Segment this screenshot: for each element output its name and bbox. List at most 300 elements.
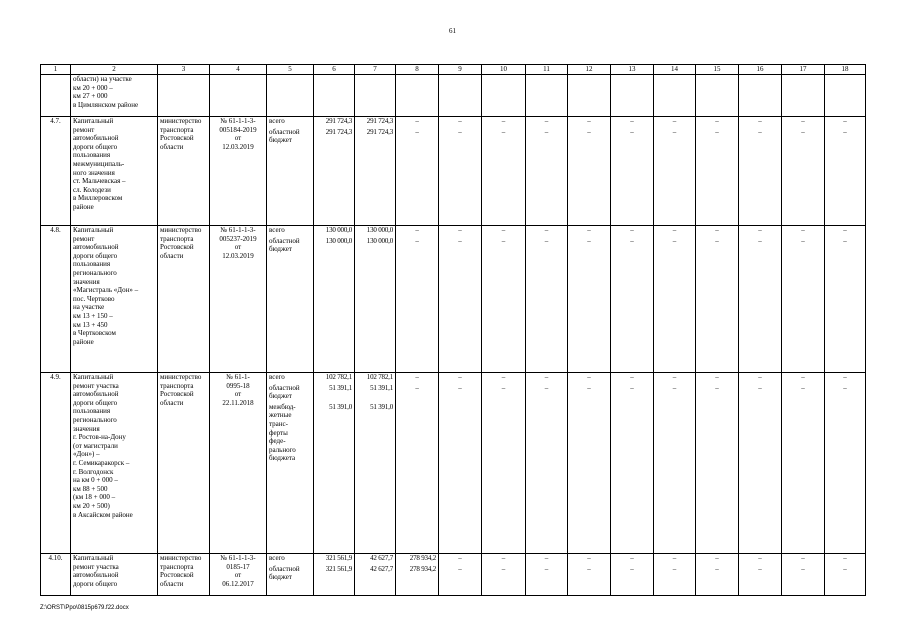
empty-cell	[611, 75, 654, 117]
row-number: 4.7.	[41, 117, 71, 226]
column-number-row	[41, 65, 866, 75]
dash-mark: –	[630, 564, 634, 573]
object-name-line: Капитальный	[73, 373, 114, 381]
amount-year-cell	[825, 226, 866, 373]
expertise-doc-line: № 61-1-1-3-	[220, 554, 256, 562]
dash-mark: –	[501, 383, 506, 392]
object-name-line: дороги общего	[73, 579, 118, 588]
amount-year-cell	[482, 226, 526, 373]
object-name-line: регионального	[73, 268, 117, 277]
dash-mark: –	[544, 554, 549, 562]
amount-year-cell	[482, 373, 526, 554]
amount-year-cell	[654, 117, 696, 226]
funding-source-cell	[267, 373, 314, 554]
funding-source-line: бюджет	[269, 136, 292, 145]
dash-mark: –	[801, 373, 805, 381]
funding-source-line: бюджета	[269, 454, 296, 463]
expertise-doc-cell	[210, 554, 267, 596]
expertise-doc-line: № 61-1-1-3-	[220, 117, 256, 125]
amount-year-cell	[611, 373, 654, 554]
amount-year-cell	[782, 554, 825, 596]
customer-cell	[158, 226, 210, 373]
dash-mark: –	[672, 383, 677, 392]
page-number: 61	[449, 27, 456, 35]
column-number-cell: 5	[267, 65, 314, 75]
column-number-cell: 1	[41, 65, 71, 75]
dash-mark: –	[801, 226, 805, 234]
dash-mark: –	[458, 554, 462, 562]
dash-mark: –	[501, 554, 506, 562]
dash-mark: –	[715, 236, 719, 245]
dash-mark: –	[544, 226, 549, 234]
dash-mark: –	[458, 236, 462, 245]
amount-value: 321 561,9	[325, 554, 352, 562]
dash-mark: –	[458, 373, 462, 381]
column-number-cell: 2	[71, 65, 158, 75]
amount-year-2-cell	[396, 226, 439, 373]
object-name-line: областн) на участке	[73, 75, 132, 83]
amount-year-cell	[739, 226, 782, 373]
dash-mark: –	[843, 236, 847, 245]
amount-value: 130 000,0	[366, 226, 393, 234]
amount-year-cell	[739, 373, 782, 554]
object-name-line: автомобильной	[73, 134, 119, 143]
object-name-line: дороги общего	[73, 251, 118, 260]
dash-mark: –	[758, 117, 762, 125]
object-name-line: Капитальный	[73, 554, 114, 562]
dash-mark: –	[801, 236, 805, 245]
amount-year-cell	[739, 554, 782, 596]
amount-year-cell	[439, 554, 482, 596]
object-name-line: значения	[73, 277, 100, 286]
total-amount-cell	[314, 554, 355, 596]
object-name-line: в Миллеровском	[73, 194, 123, 203]
amount-value: –	[415, 236, 419, 245]
dash-mark: –	[501, 236, 506, 245]
amount-year-cell	[526, 554, 568, 596]
amount-year-cell	[611, 554, 654, 596]
amount-value: 291 724,3	[366, 117, 393, 125]
amount-year-cell	[526, 373, 568, 554]
amount-year-cell	[439, 373, 482, 554]
object-name-line: ного значения	[73, 168, 115, 177]
customer-cell	[158, 117, 210, 226]
amount-value: 278 934,2	[409, 554, 436, 562]
dash-mark: –	[715, 373, 719, 381]
amount-year-cell	[568, 554, 611, 596]
customer-line: транспорта	[160, 381, 194, 390]
amount-value: 291 724,3	[325, 117, 352, 125]
object-name-line: пользования	[73, 151, 111, 160]
amount-year-cell	[739, 117, 782, 226]
dash-mark: –	[715, 117, 719, 125]
funding-source-line: ферты	[269, 428, 288, 437]
funding-source-cell	[267, 226, 314, 373]
dash-mark: –	[672, 127, 677, 136]
object-name-line: км 20 + 500)	[73, 501, 110, 510]
dash-mark: –	[672, 226, 677, 234]
empty-cell	[526, 75, 568, 117]
empty-cell	[396, 75, 439, 117]
expertise-doc-line: 0185-17	[226, 562, 250, 571]
object-name-line: на участке	[73, 303, 105, 312]
column-number-cell: 12	[568, 65, 611, 75]
object-name-line: ремонт	[73, 234, 95, 243]
dash-mark: –	[672, 564, 677, 573]
dash-mark: –	[843, 373, 847, 381]
column-number-cell: 4	[210, 65, 267, 75]
amount-year-cell	[611, 117, 654, 226]
dash-mark: –	[458, 564, 462, 573]
total-amount-cell	[314, 226, 355, 373]
object-name-line: регионального	[73, 415, 117, 424]
amount-value: –	[415, 127, 419, 136]
amount-value: 102 782,1	[325, 373, 352, 381]
dash-mark: –	[501, 117, 506, 125]
dash-mark: –	[458, 383, 462, 392]
amount-value: 51 391,0	[329, 402, 352, 411]
object-name-line: межмуниципаль-	[73, 159, 125, 168]
amount-year-cell	[482, 554, 526, 596]
dash-mark: –	[672, 117, 677, 125]
dash-mark: –	[501, 564, 506, 573]
expertise-doc-line: 12.03.2019	[222, 251, 254, 260]
customer-line: Ростовской	[160, 134, 194, 143]
amount-year-2-cell	[396, 373, 439, 554]
column-number-cell: 11	[526, 65, 568, 75]
dash-mark: –	[587, 127, 591, 136]
column-number-cell: 3	[158, 65, 210, 75]
customer-line: транспорта	[160, 125, 194, 134]
object-name-line: км 13 + 150 –	[73, 311, 113, 320]
object-name-cell	[71, 554, 158, 596]
object-name-line: дороги общего	[73, 142, 118, 151]
customer-line: министерство	[160, 117, 202, 125]
amount-year-cell	[696, 554, 739, 596]
dash-mark: –	[715, 554, 719, 562]
dash-mark: –	[501, 127, 506, 136]
funding-source-cell	[267, 117, 314, 226]
dash-mark: –	[501, 373, 506, 381]
expertise-doc-line: № 61-1-1-3-	[220, 226, 256, 234]
dash-mark: –	[501, 226, 506, 234]
column-number-cell: 18	[825, 65, 866, 75]
dash-mark	[827, 403, 863, 412]
object-name-line: «Дон») –	[73, 450, 100, 459]
dash-mark: –	[801, 127, 805, 136]
empty-cell	[41, 75, 71, 117]
customer-line: области	[160, 579, 184, 588]
amount-year-2-cell	[396, 554, 439, 596]
customer-line: транспорта	[160, 234, 194, 243]
dash-mark: –	[544, 117, 549, 125]
funding-source-line: бюджет	[269, 392, 292, 401]
amount-year-1-cell	[355, 226, 396, 373]
object-name-line: (от магистрали	[73, 441, 118, 450]
empty-cell	[654, 75, 696, 117]
customer-cell	[158, 554, 210, 596]
dash-mark: –	[672, 236, 677, 245]
amount-year-1-cell	[355, 373, 396, 554]
amount-year-cell	[825, 554, 866, 596]
amount-year-1-cell	[355, 554, 396, 596]
dash-mark: –	[843, 383, 847, 392]
column-number-cell: 10	[482, 65, 526, 75]
dash-mark: –	[630, 117, 634, 125]
dash-mark: –	[801, 117, 805, 125]
column-number-cell: 7	[355, 65, 396, 75]
funding-source-line: областной	[269, 383, 300, 392]
dash-mark: –	[458, 127, 462, 136]
program-table	[40, 64, 866, 596]
amount-year-cell	[654, 373, 696, 554]
dash-mark: –	[801, 383, 805, 392]
empty-cell	[696, 75, 739, 117]
customer-line: Ростовской	[160, 571, 194, 580]
amount-year-cell	[696, 117, 739, 226]
amount-value: 291 724,3	[325, 127, 352, 136]
amount-value: 278 934,2	[409, 564, 436, 573]
amount-value: 321 561,9	[325, 564, 352, 573]
amount-value: 130 000,0	[325, 226, 352, 234]
customer-line: министерство	[160, 554, 202, 562]
dash-mark	[441, 403, 479, 412]
object-name-line: автомобильной	[73, 571, 119, 580]
dash-mark: –	[458, 226, 462, 234]
table-row	[41, 117, 866, 226]
table-row	[41, 554, 866, 596]
object-name-line: значения	[73, 424, 100, 433]
row-number: 4.10.	[41, 554, 71, 596]
object-name-line: г. Волгодонск	[73, 467, 114, 476]
amount-value: 102 782,1	[366, 373, 393, 381]
dash-mark: –	[715, 383, 719, 392]
dash-mark: –	[758, 236, 762, 245]
amount-year-cell	[654, 554, 696, 596]
amount-year-cell	[568, 226, 611, 373]
object-name-line: автомобильной	[73, 390, 119, 399]
dash-mark: –	[544, 383, 549, 392]
amount-value: 51 391,0	[370, 402, 393, 411]
amount-year-cell	[482, 117, 526, 226]
dash-mark: –	[672, 373, 677, 381]
object-name-line: пользования	[73, 260, 111, 269]
funding-source-line: бюджет	[269, 573, 292, 582]
dash-mark: –	[587, 564, 591, 573]
empty-cell	[739, 75, 782, 117]
amount-year-cell	[439, 117, 482, 226]
amount-year-cell	[439, 226, 482, 373]
amount-value: –	[415, 226, 419, 234]
amount-year-cell	[696, 373, 739, 554]
dash-mark: –	[801, 564, 805, 573]
object-name-line: районе	[73, 337, 94, 346]
funding-source-line: межбюд-	[269, 402, 296, 411]
funding-source-line: феде-	[269, 437, 286, 446]
funding-source-line: жетные	[269, 411, 292, 420]
amount-year-cell	[782, 226, 825, 373]
dash-mark: –	[544, 127, 549, 136]
expertise-doc-line: от	[234, 134, 242, 143]
amount-value: 130 000,0	[366, 236, 393, 245]
object-name-line: (км 18 + 000 –	[73, 493, 116, 502]
amount-value: 51 391,1	[329, 383, 352, 392]
object-name-cell	[71, 117, 158, 226]
funding-source-line: всего	[269, 226, 285, 234]
expertise-doc-line: 22.11.2018	[222, 398, 254, 407]
amount-value: 130 000,0	[325, 236, 352, 245]
expertise-doc-line: 005237-2019	[219, 234, 257, 243]
funding-source-cell	[267, 554, 314, 596]
dash-mark	[484, 403, 523, 412]
dash-mark: –	[715, 564, 719, 573]
amount-year-cell	[568, 117, 611, 226]
funding-source-line: областной	[269, 236, 300, 245]
object-name-line: ремонт участка	[73, 562, 119, 571]
amount-year-1-cell	[355, 117, 396, 226]
empty-cell	[482, 75, 526, 117]
row-number: 4.9.	[41, 373, 71, 554]
dash-mark: –	[544, 236, 549, 245]
customer-line: Ростовской	[160, 390, 194, 399]
empty-cell	[568, 75, 611, 117]
total-amount-cell	[314, 373, 355, 554]
dash-mark: –	[758, 554, 762, 562]
amount-year-cell	[611, 226, 654, 373]
dash-mark: –	[630, 236, 634, 245]
amount-year-cell	[568, 373, 611, 554]
dash-mark: –	[587, 373, 591, 381]
object-name-line: км 20 + 000 –	[73, 83, 113, 92]
object-name-line: ст. Мальчевская –	[73, 177, 126, 186]
funding-source-line: всего	[269, 373, 285, 381]
file-path-footer: Z:\ORST\Ppo\0815p679.f22.docx	[40, 605, 129, 611]
dash-mark: –	[758, 127, 762, 136]
dash-mark: –	[587, 226, 591, 234]
dash-mark: –	[587, 236, 591, 245]
object-name-line: ремонт участка	[73, 381, 119, 390]
customer-line: Ростовской	[160, 243, 194, 252]
dash-mark	[528, 403, 565, 412]
object-name-line: ремонт	[73, 125, 95, 134]
object-name-cell	[71, 226, 158, 373]
column-number-cell: 14	[654, 65, 696, 75]
object-name-line: районе	[73, 202, 94, 211]
object-name-line: г. Семикаракорск –	[73, 458, 130, 467]
amount-value: –	[415, 373, 419, 381]
funding-source-line: рального	[269, 445, 296, 454]
amount-value: 51 391,1	[370, 383, 393, 392]
empty-cell	[314, 75, 355, 117]
dash-mark: –	[715, 226, 719, 234]
amount-year-cell	[782, 373, 825, 554]
empty-cell	[439, 75, 482, 117]
object-name-line: дороги общего	[73, 398, 118, 407]
object-name-line: в Цимлянском районе	[73, 100, 139, 109]
dash-mark: –	[630, 127, 634, 136]
customer-line: области	[160, 251, 184, 260]
object-name-line: на км 0 + 000 –	[73, 476, 118, 485]
funding-source-line: всего	[269, 554, 285, 562]
dash-mark: –	[630, 226, 634, 234]
customer-line: области	[160, 142, 184, 151]
customer-line: транспорта	[160, 562, 194, 571]
dash-mark	[613, 403, 651, 412]
object-name-line: км 13 + 450	[73, 320, 108, 329]
amount-year-cell	[696, 226, 739, 373]
customer-line: области	[160, 398, 184, 407]
expertise-doc-line: 005184-2019	[219, 125, 257, 134]
dash-mark: –	[587, 383, 591, 392]
object-name-line: Капитальный	[73, 226, 114, 234]
object-name-line: пос. Чертково	[73, 294, 115, 303]
dash-mark	[698, 403, 736, 412]
expertise-doc-line: от	[234, 243, 242, 252]
empty-cell	[158, 75, 210, 117]
amount-value: 291 724,3	[366, 127, 393, 136]
column-number-cell: 9	[439, 65, 482, 75]
dash-mark	[570, 403, 608, 412]
expertise-doc-line: 12.03.2019	[222, 142, 254, 151]
object-name-cell	[71, 75, 158, 117]
continuation-row	[41, 75, 866, 117]
customer-line: министерство	[160, 373, 202, 381]
dash-mark: –	[587, 554, 591, 562]
empty-cell	[825, 75, 866, 117]
expertise-doc-cell	[210, 117, 267, 226]
dash-mark: –	[843, 564, 847, 573]
table-row	[41, 373, 866, 554]
dash-mark: –	[758, 383, 762, 392]
dash-mark: –	[544, 373, 549, 381]
object-name-line: в Аксайском районе	[73, 510, 133, 519]
total-amount-cell	[314, 117, 355, 226]
dash-mark: –	[672, 554, 677, 562]
dash-mark: –	[630, 373, 634, 381]
dash-mark: –	[843, 226, 847, 234]
expertise-doc-line: № 61-1-	[226, 373, 250, 381]
dash-mark: –	[630, 383, 634, 392]
amount-value: –	[415, 117, 419, 125]
dash-mark	[784, 403, 822, 412]
object-name-line: км 27 + 000	[73, 92, 108, 101]
expertise-doc-line: от	[234, 571, 242, 580]
amount-year-cell	[654, 226, 696, 373]
dash-mark: –	[544, 564, 549, 573]
dash-mark: –	[843, 117, 847, 125]
column-number-cell: 16	[739, 65, 782, 75]
amount-year-cell	[526, 226, 568, 373]
empty-cell	[210, 75, 267, 117]
funding-source-line: областной	[269, 564, 300, 573]
expertise-doc-line: 06.12.2017	[222, 579, 254, 588]
dash-mark: –	[801, 554, 805, 562]
amount-value: 42 627,7	[370, 554, 393, 562]
amount-value	[398, 403, 436, 412]
amount-value: –	[415, 383, 419, 392]
expertise-doc-cell	[210, 226, 267, 373]
funding-source-line: областной	[269, 127, 300, 136]
amount-year-cell	[782, 117, 825, 226]
object-name-line: км 88 + 500	[73, 484, 108, 493]
dash-mark: –	[715, 127, 719, 136]
dash-mark: –	[758, 564, 762, 573]
customer-line: министерство	[160, 226, 202, 234]
column-number-cell: 15	[696, 65, 739, 75]
dash-mark: –	[843, 127, 847, 136]
object-name-line: автомобильной	[73, 243, 119, 252]
dash-mark: –	[587, 117, 591, 125]
